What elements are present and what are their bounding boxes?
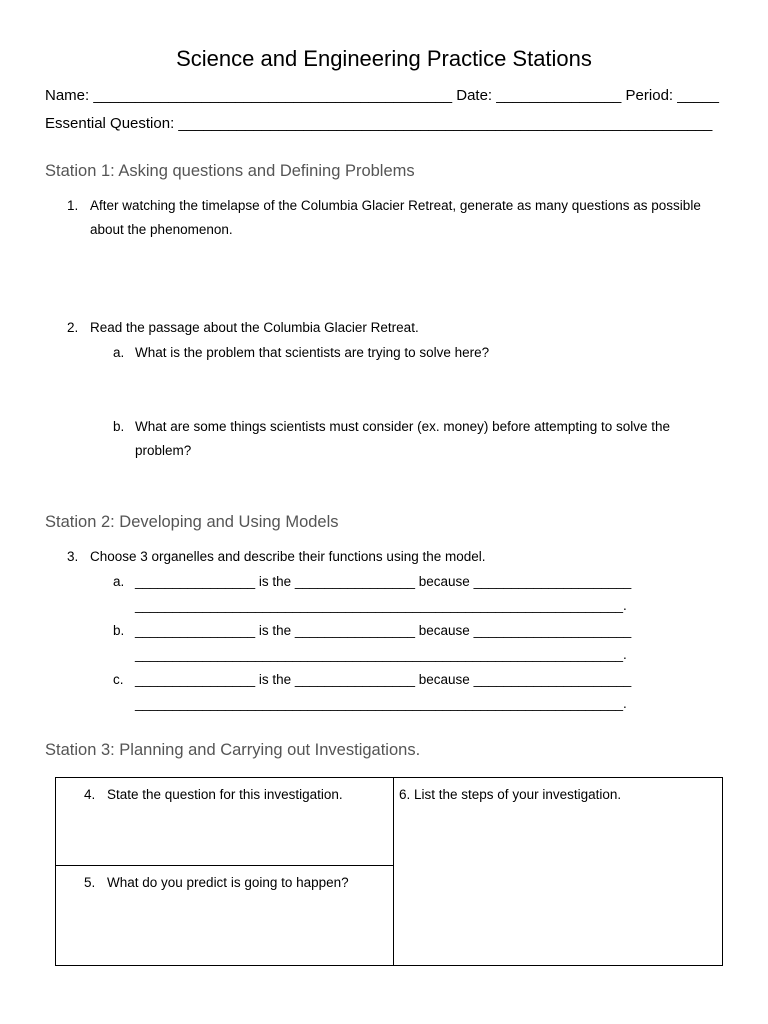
question-3c-line1: ________________ is the ________________ because _____________________: [135, 672, 632, 687]
investigation-table: [55, 777, 723, 966]
question-3c-letter: c.: [113, 672, 124, 687]
question-5-number: 5.: [84, 875, 96, 890]
question-2-number: 2.: [67, 320, 79, 335]
station-2-heading: Station 2: Developing and Using Models: [45, 513, 339, 531]
page-title: Science and Engineering Practice Stations: [176, 46, 592, 71]
question-3a-line2: _________________________________________________________________.: [135, 598, 627, 613]
question-2b-text-line1: What are some things scientists must consider (ex. money) before attempting to solve the: [135, 419, 670, 434]
table-horizontal-divider: [56, 865, 394, 866]
question-2a-letter: a.: [113, 345, 125, 360]
question-3b-line1: ________________ is the ________________ because _____________________: [135, 623, 632, 638]
question-4-text: State the question for this investigation.: [107, 787, 343, 802]
question-3b-letter: b.: [113, 623, 125, 638]
question-1-text-line2: about the phenomenon.: [90, 222, 233, 237]
question-3-number: 3.: [67, 549, 79, 564]
question-3b-line2: _________________________________________________________________.: [135, 647, 627, 662]
question-4-number: 4.: [84, 787, 96, 802]
question-2-text: Read the passage about the Columbia Glacier Retreat.: [90, 320, 419, 335]
question-1-number: 1.: [67, 198, 79, 213]
name-date-period-line: Name: ___________________________________________ Date: _______________ Period: _____: [45, 87, 719, 104]
essential-question-line: Essential Question: ________________________________________________________________: [45, 115, 713, 132]
question-5-text: What do you predict is going to happen?: [107, 875, 349, 890]
question-3a-line1: ________________ is the ________________ because _____________________: [135, 574, 632, 589]
question-1-text-line1: After watching the timelapse of the Columbia Glacier Retreat, generate as many questions as possible: [90, 198, 701, 213]
table-vertical-divider: [393, 778, 394, 965]
station-3-heading: Station 3: Planning and Carrying out Investigations.: [45, 741, 421, 759]
question-2a-text: What is the problem that scientists are trying to solve here?: [135, 345, 490, 360]
question-2b-letter: b.: [113, 419, 125, 434]
question-3c-line2: _________________________________________________________________.: [135, 696, 627, 711]
question-2b-text-line2: problem?: [135, 443, 192, 458]
question-6-text: 6. List the steps of your investigation.: [399, 787, 622, 802]
question-3a-letter: a.: [113, 574, 125, 589]
station-1-heading: Station 1: Asking questions and Defining Problems: [45, 162, 415, 180]
question-3-text: Choose 3 organelles and describe their functions using the model.: [90, 549, 486, 564]
